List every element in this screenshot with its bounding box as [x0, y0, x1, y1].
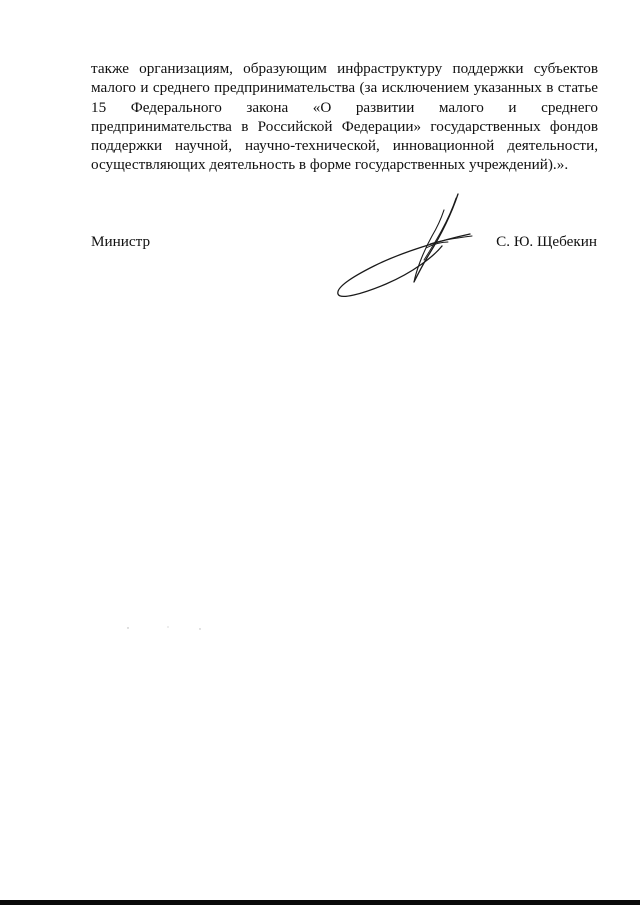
paragraph-line: 15 Федерального закона «О развитии малого и среднего	[91, 98, 598, 116]
body-paragraph	[91, 59, 598, 175]
paragraph-line: осуществляющих деятельность в форме государственных учреждений).».	[91, 156, 569, 174]
scan-speck-marks	[120, 623, 210, 633]
paragraph-line: предпринимательства в Российской Федерации» государственных фондов	[91, 117, 598, 135]
signatory-name: С. Ю. Щебекин	[496, 233, 597, 250]
paragraph-line: малого и среднего предпринимательства (за исключением указанных в статье	[91, 79, 598, 97]
paragraph-line: поддержки научной, научно-технической, инновационной деятельности,	[91, 137, 598, 155]
paragraph-line: также организациям, образующим инфраструктуру поддержки субъектов	[91, 60, 598, 77]
scan-edge-bar	[0, 900, 640, 905]
signatory-position: Министр	[91, 233, 151, 250]
handwritten-signature	[330, 188, 490, 300]
